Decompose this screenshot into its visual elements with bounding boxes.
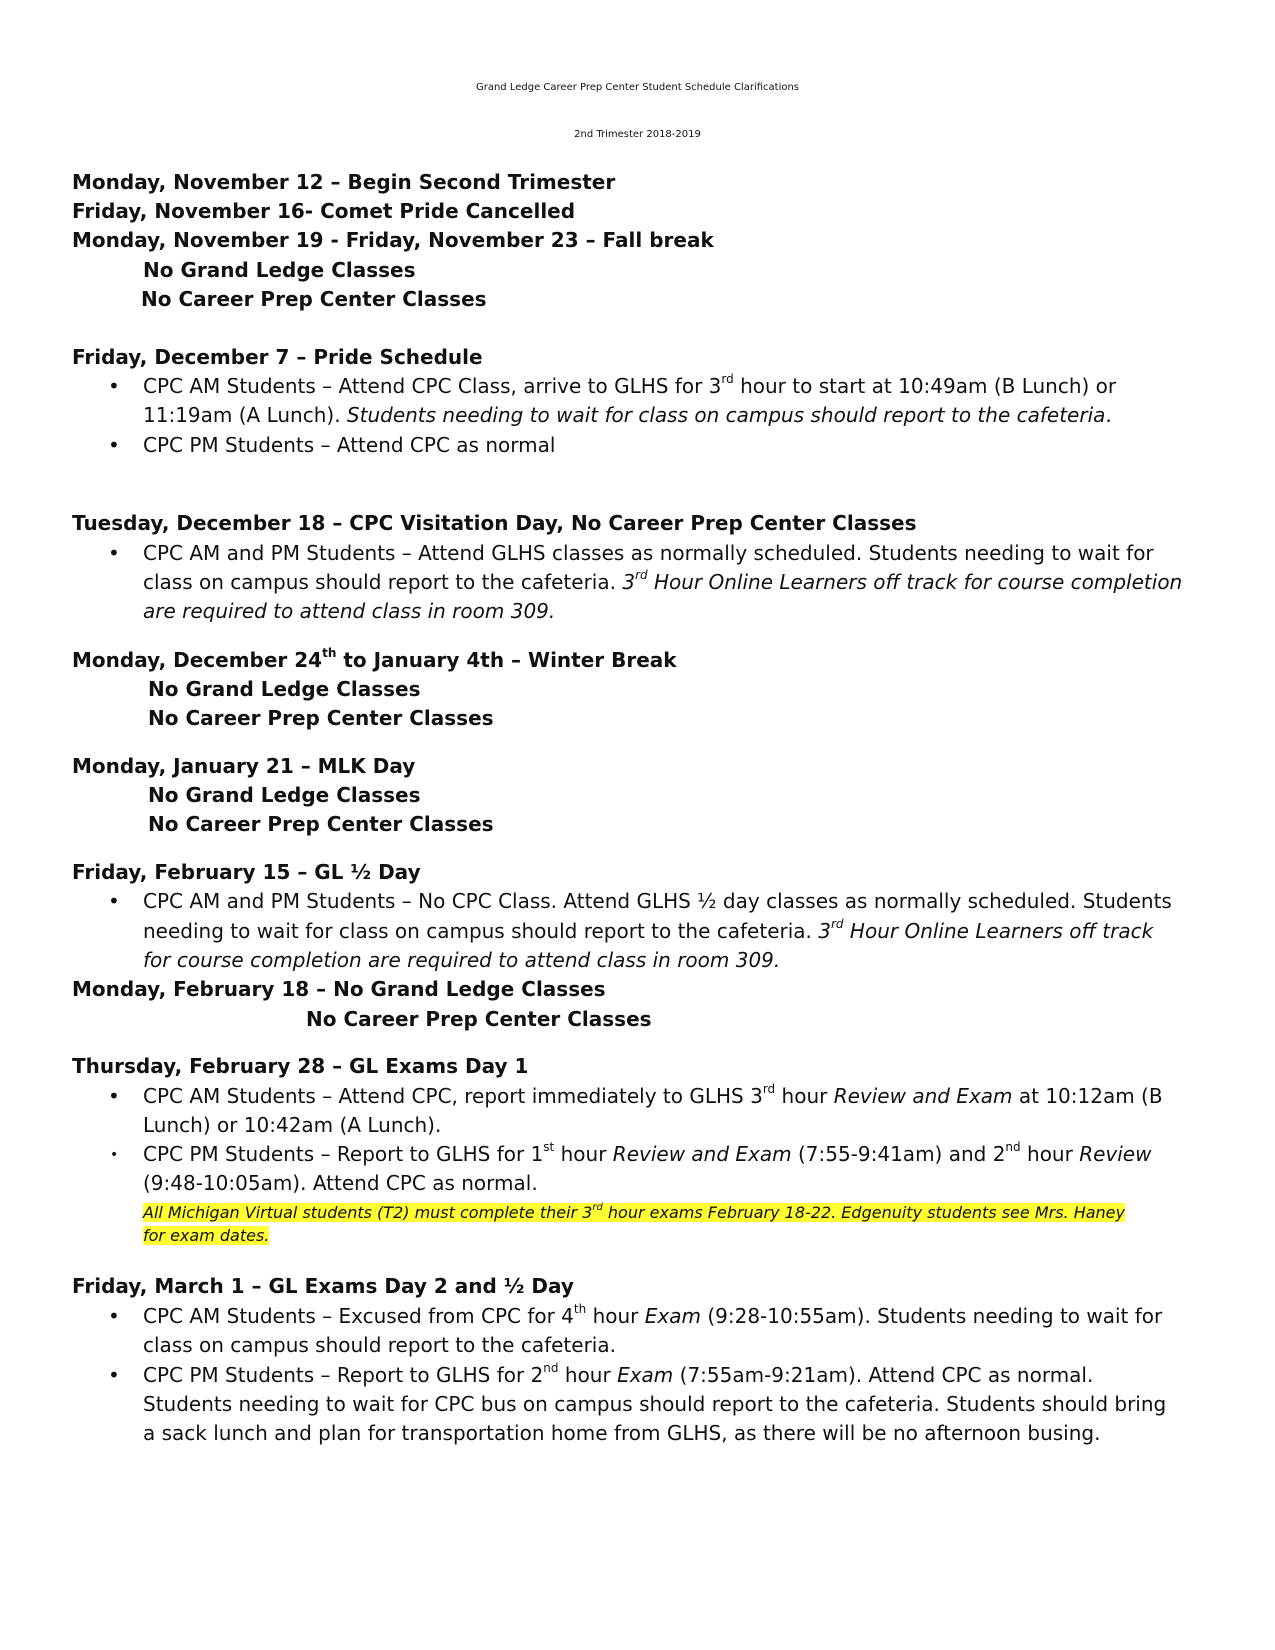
bullet-marker: • [108, 1084, 120, 1108]
entry-fall-break: Monday, November 19 - Friday, November 23 – Fall break [72, 228, 714, 252]
document-title: Grand Ledge Career Prep Center Student Schedule Clarifications [475, 82, 800, 93]
heading-mar-1: Friday, March 1 – GL Exams Day 2 and ½ Day [72, 1274, 574, 1298]
list-item-text: class on campus should report to the cafeteria. 3rd Hour Online Learners off track for course completion [143, 568, 1183, 594]
heading-dec-18: Tuesday, December 18 – CPC Visitation Day, No Career Prep Center Classes [72, 511, 917, 535]
list-item-text: class on campus should report to the cafeteria. [143, 1333, 616, 1357]
note-no-cpc-classes: No Career Prep Center Classes [141, 287, 487, 311]
heading-dec-7: Friday, December 7 – Pride Schedule [72, 345, 483, 369]
heading-feb-28: Thursday, February 28 – GL Exams Day 1 [72, 1054, 529, 1078]
bullet-marker: • [108, 541, 120, 565]
list-item-text: CPC PM Students – Report to GLHS for 1st hour Review and Exam (7:55-9:41am) and 2nd hour Review [143, 1140, 1152, 1166]
bullet-marker: • [108, 1363, 120, 1387]
note-no-gl-classes: No Grand Ledge Classes [143, 258, 416, 282]
entry-nov-16: Friday, November 16- Comet Pride Cancelled [72, 199, 576, 223]
list-item-text: CPC AM Students – Attend CPC Class, arrive to GLHS for 3rd hour to start at 10:49am (B Lunch) or [143, 372, 1117, 398]
list-item-text: CPC AM and PM Students – Attend GLHS classes as normally scheduled. Students needing to wait for [143, 541, 1154, 565]
note-no-cpc-classes: No Career Prep Center Classes [148, 812, 494, 836]
list-item-text: for course completion are required to attend class in room 309. [143, 948, 781, 972]
bullet-marker: • [108, 433, 120, 457]
list-item-text: are required to attend class in room 309. [143, 599, 556, 623]
heading-mlk-day: Monday, January 21 – MLK Day [72, 754, 416, 778]
list-item-text: CPC AM Students – Attend CPC, report immediately to GLHS 3rd hour Review and Exam at 10:12am (B [143, 1082, 1163, 1108]
list-item-text: CPC AM and PM Students – No CPC Class. Attend GLHS ½ day classes as normally scheduled. Students [143, 889, 1172, 913]
note-no-gl-classes: No Grand Ledge Classes [148, 783, 421, 807]
list-item-text: CPC PM Students – Attend CPC as normal [143, 433, 556, 457]
heading-feb-18: Monday, February 18 – No Grand Ledge Classes [72, 977, 606, 1001]
heading-winter-break: Monday, December 24th to January 4th – Winter Break [72, 646, 677, 672]
bullet-marker: • [108, 374, 120, 398]
list-item-text: Students needing to wait for CPC bus on campus should report to the cafeteria. Students should bring [143, 1392, 1167, 1416]
list-item-text: CPC AM Students – Excused from CPC for 4th hour Exam (9:28-10:55am). Students needing to wait for [143, 1302, 1163, 1328]
note-no-gl-classes: No Grand Ledge Classes [148, 677, 421, 701]
note-no-cpc-classes: No Career Prep Center Classes [148, 706, 494, 730]
note-no-cpc-classes: No Career Prep Center Classes [306, 1007, 652, 1031]
list-item-text: (9:48-10:05am). Attend CPC as normal. [143, 1171, 538, 1195]
heading-feb-15: Friday, February 15 – GL ½ Day [72, 860, 421, 884]
list-item-text: CPC PM Students – Report to GLHS for 2nd hour Exam (7:55am-9:21am). Attend CPC as normal. [143, 1361, 1094, 1387]
highlight-note: for exam dates. [143, 1226, 270, 1245]
highlight-note: All Michigan Virtual students (T2) must complete their 3rd hour exams February 18-22. Edgenuity students see Mrs. Haney [143, 1201, 1125, 1222]
document-subtitle: 2nd Trimester 2018-2019 [574, 129, 701, 140]
list-item-text: needing to wait for class on campus should report to the cafeteria. 3rd Hour Online Learners off track [143, 917, 1154, 943]
bullet-marker: • [108, 1304, 120, 1328]
list-item-text: a sack lunch and plan for transportation home from GLHS, as there will be no afternoon busing. [143, 1421, 1101, 1445]
bullet-marker: • [108, 889, 120, 913]
list-item-text: 11:19am (A Lunch). Students needing to wait for class on campus should report to the cafeteria. [143, 403, 1112, 427]
list-item-text: Lunch) or 10:42am (A Lunch). [143, 1113, 442, 1137]
entry-nov-12: Monday, November 12 – Begin Second Trimester [72, 170, 616, 194]
bullet-marker: • [110, 1147, 119, 1163]
